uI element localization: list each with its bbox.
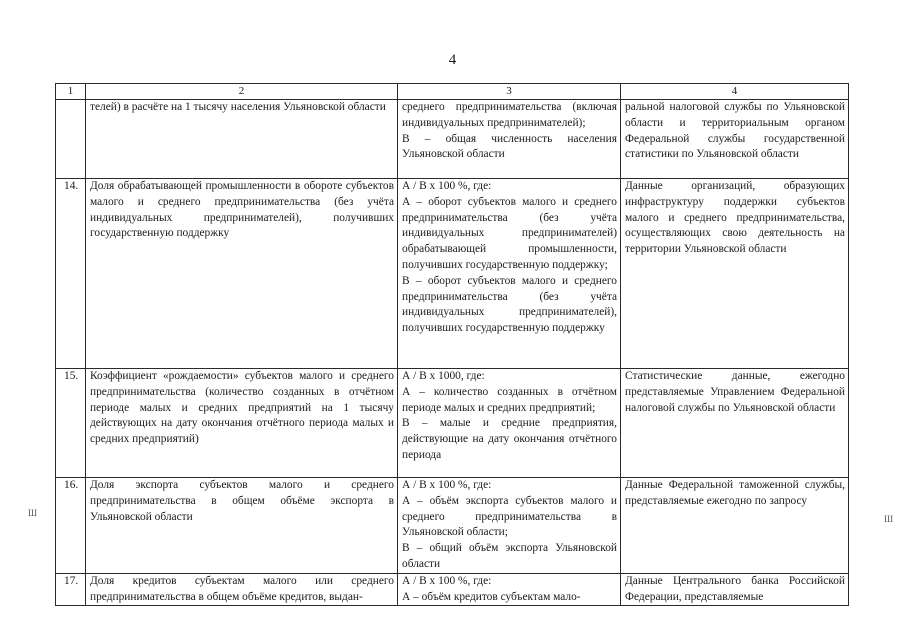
formula-line: А / В х 100 %, где: [402, 574, 492, 587]
table-row [56, 573, 849, 606]
formula-cell [398, 100, 621, 179]
table-row [56, 369, 849, 478]
formula-line: А / В х 1000, где: [402, 370, 485, 382]
margin-mark-left: Ш [28, 508, 38, 518]
indicator-cell: Коэффициент «рождаемости» субъектов малого и среднего предпринимательства (количество созданных в отчётном периоде малых и средних предприятий на 1 тысячу действующих на дату окончания отчётного периода малых и средних предприятий) [86, 369, 398, 478]
formula-line: А / В х 100 %, где: [402, 479, 492, 491]
formula-line: В – малые и средние предприятия, действующие на дату окончания отчётного периода [402, 417, 617, 461]
indicator-cell: телей) в расчёте на 1 тысячу населения Ульяновской области [86, 100, 398, 179]
row-number: 15. [56, 369, 86, 478]
source-cell: Статистические данные, ежегодно представляемые Управлением Федеральной налоговой службы по Ульяновской области [621, 369, 849, 478]
table-header-row [56, 84, 849, 100]
formula-cell [398, 369, 621, 478]
row-number [56, 100, 86, 179]
formula-line: В – общий объём экспорта Ульяновской области [402, 542, 617, 570]
row-number: 14. [56, 179, 86, 369]
indicator-cell: Доля кредитов субъектам малого или среднего предпринимательства в общем объёме кредитов, выдан- [86, 573, 398, 606]
formula-line: среднего предпринимательства (включая индивидуальных предпринимателей); [402, 101, 617, 129]
table-row [56, 478, 849, 574]
formula-cell [398, 478, 621, 574]
formula-line: А – оборот субъектов малого и среднего предпринимательства (без учёта индивидуальных предпринимателей) обрабатывающей промышленности, получивших государственную поддержку; [402, 195, 617, 271]
formula-line: А / В х 100 %, где: [402, 180, 492, 192]
formula-cell [398, 573, 621, 606]
indicators-table [55, 83, 849, 606]
formula-line: В – оборот субъектов малого и среднего предпринимательства (без учёта индивидуальных предпринимателей), получивших государственную поддержку [402, 274, 617, 335]
formula-line: А – объём кредитов субъектам мало- [402, 590, 581, 603]
table-row [56, 100, 849, 179]
margin-mark-right: Ш [884, 514, 894, 524]
formula-line: А – количество созданных в отчётном периоде малых и средних предприятий; [402, 385, 617, 414]
source-cell: Данные организаций, образующих инфраструктуру поддержки субъектов малого и среднего предпринимательства, осуществляющих свою деятельность на территории Ульяновской области [621, 179, 849, 369]
row-number: 16. [56, 478, 86, 574]
header-col-1: 1 [56, 84, 86, 100]
formula-line: А – объём экспорта субъектов малого и среднего предпринимательства в Ульяновской области; [402, 494, 617, 539]
source-cell: Данные Центрального банка Российской Федерации, представляемые [621, 573, 849, 606]
header-col-2: 2 [86, 84, 398, 100]
formula-cell [398, 179, 621, 369]
table-row [56, 179, 849, 369]
header-col-3: 3 [398, 84, 621, 100]
indicator-cell: Доля обрабатывающей промышленности в обороте субъектов малого и среднего предпринимательства (без учёта индивидуальных предпринимателей), получивших государственную поддержку [86, 179, 398, 369]
formula-line: В – общая численность населения Ульяновской области [402, 132, 617, 161]
source-cell: Данные Федеральной таможенной службы, представляемые ежегодно по запросу [621, 478, 849, 574]
row-number: 17. [56, 573, 86, 606]
header-col-4: 4 [621, 84, 849, 100]
source-cell: ральной налоговой службы по Ульяновской области и территориальным органом Федеральной службы государственной статистики по Ульяновской области [621, 100, 849, 179]
page-number: 4 [448, 52, 457, 68]
indicator-cell: Доля экспорта субъектов малого и среднего предпринимательства в общем объёме экспорта в Ульяновской области [86, 478, 398, 574]
